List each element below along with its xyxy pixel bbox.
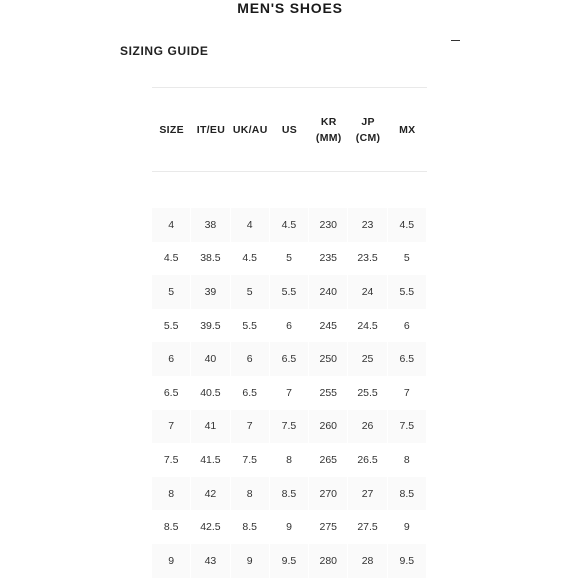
table-cell: 9 bbox=[388, 510, 426, 544]
table-cell: 41 bbox=[191, 410, 229, 444]
table-cell: 28 bbox=[348, 544, 386, 578]
table-cell: 6 bbox=[231, 342, 269, 376]
table-cell: 39 bbox=[191, 275, 229, 309]
table-cell: 9.5 bbox=[270, 544, 308, 578]
table-cell: 8.5 bbox=[388, 477, 426, 511]
table-cell: 24.5 bbox=[348, 309, 386, 343]
table-cell: 6.5 bbox=[152, 376, 190, 410]
table-cell: 27 bbox=[348, 477, 386, 511]
table-row bbox=[152, 477, 427, 511]
header-jp-cm: JP (CM) bbox=[355, 115, 381, 144]
table-cell: 4 bbox=[231, 208, 269, 242]
table-cell: 6 bbox=[270, 309, 308, 343]
sizing-guide-title: SIZING GUIDE bbox=[120, 44, 209, 58]
table-row bbox=[152, 309, 427, 343]
table-cell: 9.5 bbox=[388, 544, 426, 578]
table-row bbox=[152, 342, 427, 376]
minus-icon[interactable] bbox=[451, 40, 460, 41]
table-row bbox=[152, 410, 427, 444]
table-cell: 250 bbox=[309, 342, 347, 376]
table-row bbox=[152, 208, 427, 242]
table-row bbox=[152, 376, 427, 410]
table-cell: 6 bbox=[152, 342, 190, 376]
table-cell: 6 bbox=[388, 309, 426, 343]
table-header-row bbox=[152, 88, 427, 171]
header-mx: MX bbox=[399, 123, 416, 136]
table-cell: 265 bbox=[309, 443, 347, 477]
table-cell: 39.5 bbox=[191, 309, 229, 343]
table-cell: 25.5 bbox=[348, 376, 386, 410]
table-cell: 6.5 bbox=[270, 342, 308, 376]
table-row bbox=[152, 544, 427, 578]
table-cell: 4.5 bbox=[270, 208, 308, 242]
table-cell: 8 bbox=[270, 443, 308, 477]
table-cell: 7.5 bbox=[270, 410, 308, 444]
table-cell: 27.5 bbox=[348, 510, 386, 544]
header-us: US bbox=[281, 123, 298, 136]
table-cell: 8.5 bbox=[270, 477, 308, 511]
page-title: MEN'S SHOES bbox=[237, 0, 343, 16]
table-cell: 5.5 bbox=[231, 309, 269, 343]
table-cell: 4.5 bbox=[388, 208, 426, 242]
table-cell: 41.5 bbox=[191, 443, 229, 477]
table-cell: 7.5 bbox=[231, 443, 269, 477]
table-cell: 4 bbox=[152, 208, 190, 242]
table-cell: 40.5 bbox=[191, 376, 229, 410]
table-cell: 25 bbox=[348, 342, 386, 376]
table-cell: 4.5 bbox=[152, 242, 190, 276]
size-table bbox=[152, 87, 427, 578]
table-cell: 255 bbox=[309, 376, 347, 410]
table-cell: 7 bbox=[152, 410, 190, 444]
table-cell: 24 bbox=[348, 275, 386, 309]
table-cell: 260 bbox=[309, 410, 347, 444]
header-it-eu: IT/EU bbox=[196, 123, 226, 136]
table-cell: 8 bbox=[388, 443, 426, 477]
table-cell: 8.5 bbox=[231, 510, 269, 544]
table-cell: 42.5 bbox=[191, 510, 229, 544]
table-cell: 4.5 bbox=[231, 242, 269, 276]
table-cell: 9 bbox=[152, 544, 190, 578]
table-cell: 8 bbox=[152, 477, 190, 511]
table-cell: 235 bbox=[309, 242, 347, 276]
table-cell: 9 bbox=[270, 510, 308, 544]
header-kr-mm: KR (MM) bbox=[315, 115, 342, 144]
table-cell: 5 bbox=[388, 242, 426, 276]
table-cell: 6.5 bbox=[388, 342, 426, 376]
table-header-divider bbox=[152, 171, 427, 172]
table-cell: 270 bbox=[309, 477, 347, 511]
table-cell: 8.5 bbox=[152, 510, 190, 544]
table-cell: 40 bbox=[191, 342, 229, 376]
header-uk-au: UK/AU bbox=[232, 123, 268, 136]
table-cell: 280 bbox=[309, 544, 347, 578]
table-cell: 7 bbox=[388, 376, 426, 410]
table-row bbox=[152, 443, 427, 477]
table-cell: 5 bbox=[152, 275, 190, 309]
table-cell: 5.5 bbox=[270, 275, 308, 309]
table-cell: 5 bbox=[270, 242, 308, 276]
table-cell: 6.5 bbox=[231, 376, 269, 410]
table-cell: 7 bbox=[270, 376, 308, 410]
table-cell: 7.5 bbox=[152, 443, 190, 477]
table-cell: 38 bbox=[191, 208, 229, 242]
table-row bbox=[152, 510, 427, 544]
table-cell: 43 bbox=[191, 544, 229, 578]
table-cell: 42 bbox=[191, 477, 229, 511]
table-cell: 275 bbox=[309, 510, 347, 544]
table-cell: 240 bbox=[309, 275, 347, 309]
table-cell: 5.5 bbox=[152, 309, 190, 343]
table-cell: 9 bbox=[231, 544, 269, 578]
table-cell: 38.5 bbox=[191, 242, 229, 276]
table-cell: 7.5 bbox=[388, 410, 426, 444]
header-size: SIZE bbox=[159, 123, 184, 136]
table-cell: 5.5 bbox=[388, 275, 426, 309]
table-row bbox=[152, 242, 427, 276]
table-cell: 230 bbox=[309, 208, 347, 242]
table-cell: 8 bbox=[231, 477, 269, 511]
table-cell: 5 bbox=[231, 275, 269, 309]
table-cell: 23 bbox=[348, 208, 386, 242]
table-body bbox=[152, 208, 427, 578]
table-cell: 26.5 bbox=[348, 443, 386, 477]
table-cell: 23.5 bbox=[348, 242, 386, 276]
table-cell: 26 bbox=[348, 410, 386, 444]
table-cell: 245 bbox=[309, 309, 347, 343]
table-cell: 7 bbox=[231, 410, 269, 444]
table-row bbox=[152, 275, 427, 309]
